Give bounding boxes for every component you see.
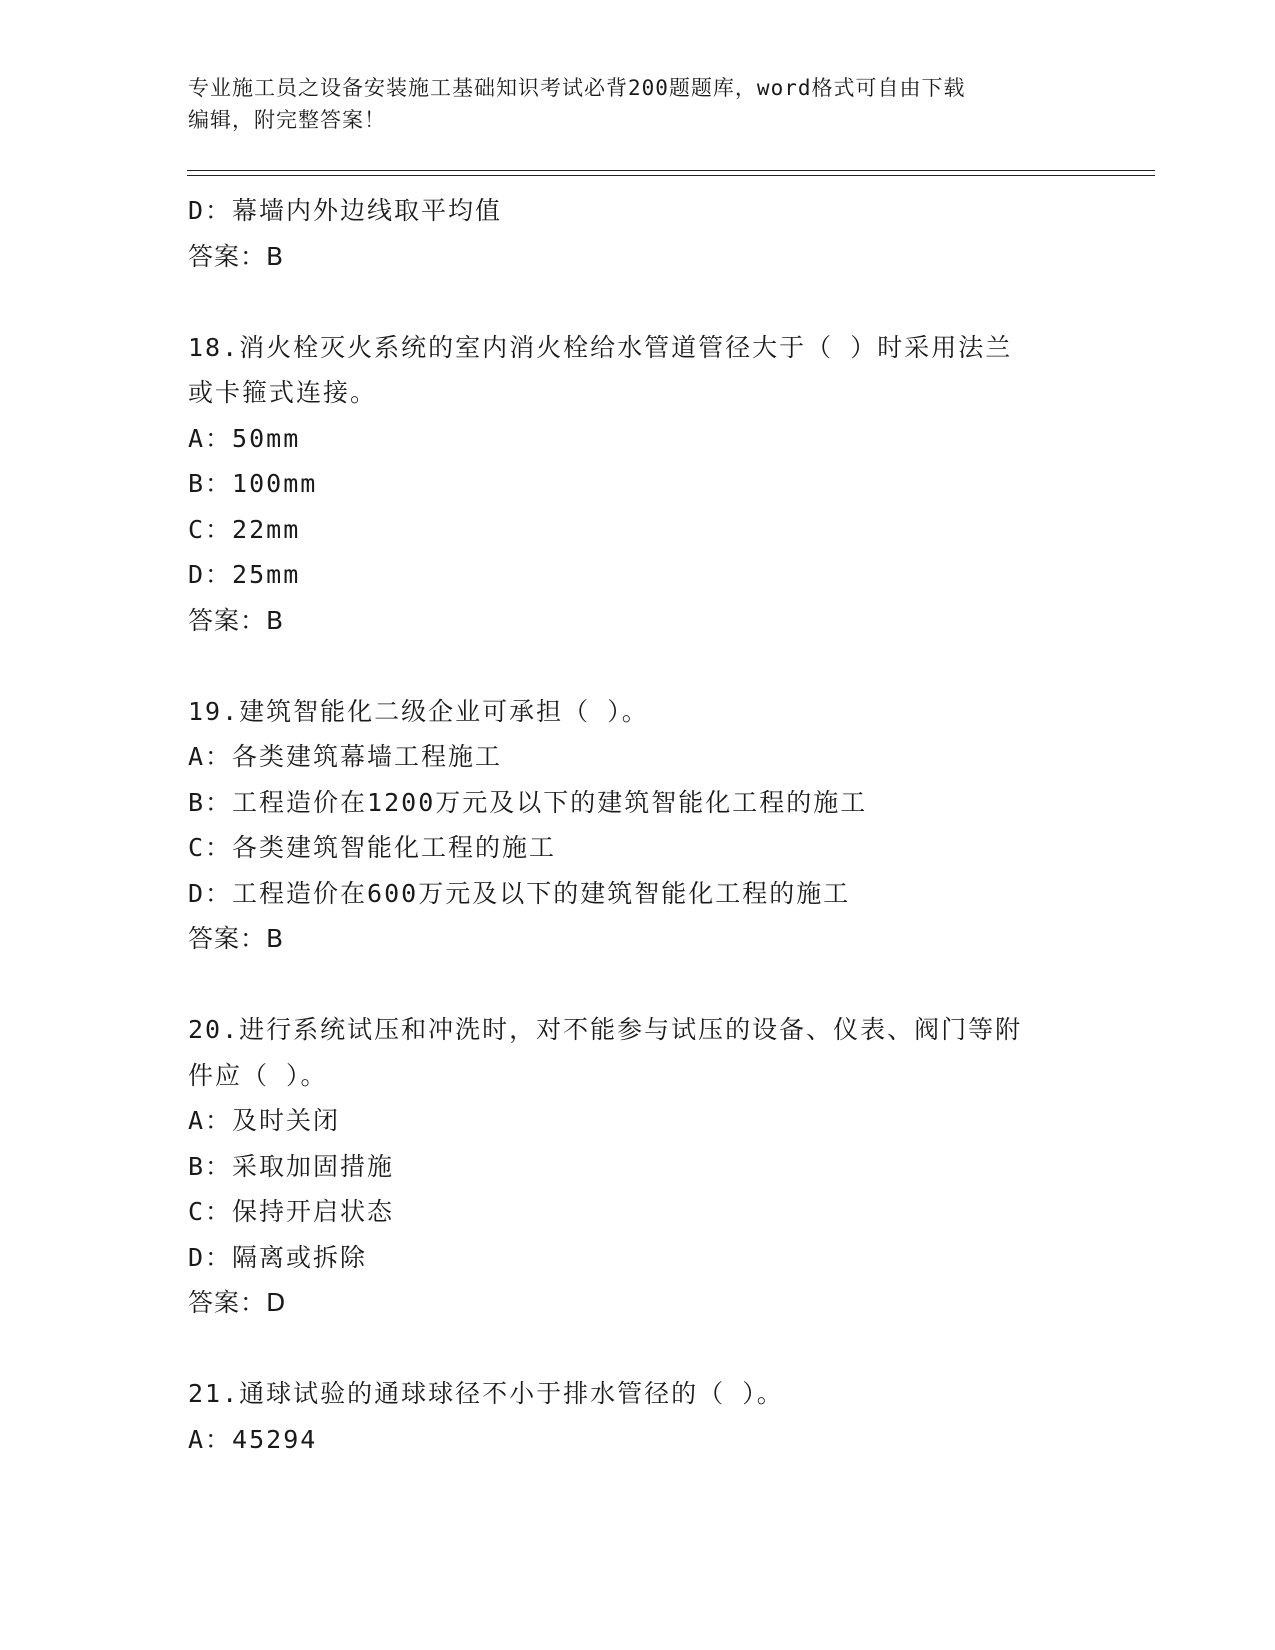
option-b: B：100mm [188,469,318,498]
spacer [188,1326,1088,1372]
question-stem: 18.消火栓灭火系统的室内消火栓给水管道管径大于（ ）时采用法兰 [188,332,1013,362]
header-rule-top [187,170,1155,171]
spacer [188,643,1088,689]
question-stem-continued: 或卡箍式连接。 [188,378,378,407]
spacer [188,962,1088,1008]
option-b: B：工程造价在1200万元及以下的建筑智能化工程的施工 [188,787,868,817]
option-c: C：22mm [188,514,301,544]
option-a: A：各类建筑幕墙工程施工 [188,742,503,771]
option-c: C：保持开启状态 [188,1197,395,1226]
question-content [188,188,1088,1462]
option-d: D：隔离或拆除 [188,1242,368,1272]
answer-line: 答案：B [188,924,285,953]
option-b: B：采取加固措施 [188,1151,395,1181]
answer-line: 答案：D [188,1288,287,1317]
option-a: A：50mm [188,423,301,453]
question-stem-continued: 件应（ ）。 [188,1060,328,1090]
spacer [188,279,1088,325]
option-a: A：45294 [188,1424,318,1454]
question-stem: 21.通球试验的通球球径不小于排水管径的（ ）。 [188,1379,784,1408]
option-d: D：工程造价在600万元及以下的建筑智能化工程的施工 [188,878,851,908]
header-line-2: 编辑，附完整答案！ [188,108,386,132]
question-stem: 20.进行系统试压和冲洗时，对不能参与试压的设备、仪表、阀门等附 [188,1015,1023,1044]
header-rule-bottom [187,175,1155,176]
answer-line: 答案：B [188,241,285,271]
option-c: C：各类建筑智能化工程的施工 [188,833,557,862]
document-header [188,72,1088,136]
answer-line: 答案：B [188,605,285,635]
option-a: A：及时关闭 [188,1106,341,1135]
question-stem: 19.建筑智能化二级企业可承担（ ）。 [188,696,649,726]
option-d: D：25mm [188,560,301,589]
header-line-1: 专业施工员之设备安装施工基础知识考试必背200题题库，word格式可自由下载 [188,76,966,100]
option-d: D：幕墙内外边线取平均值 [188,196,503,225]
